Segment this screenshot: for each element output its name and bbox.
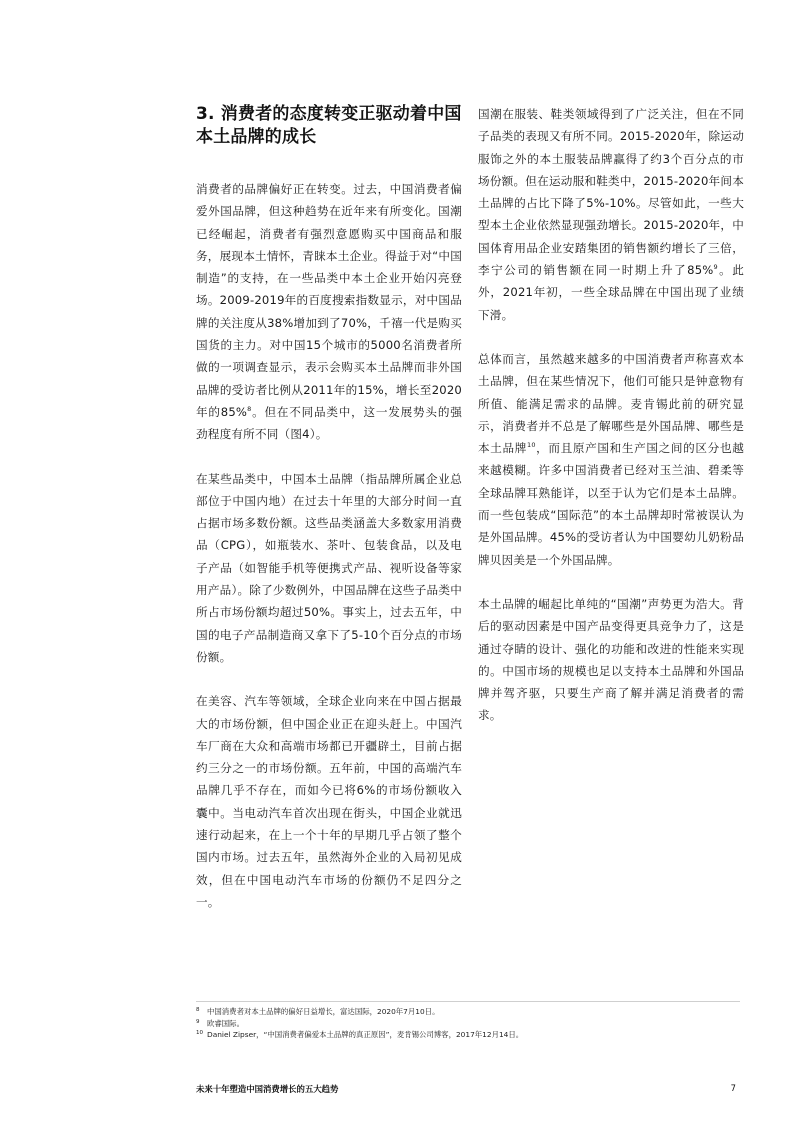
footer-title: 未来十年塑造中国消费增长的五大趋势 [196,1084,339,1094]
footnote-ref: 10 [527,441,536,450]
paragraph-text: 。但在不同品类中，这一发展势头的强劲程度有所不同（图4）。 [196,404,462,442]
left-column [196,103,462,935]
page-number: 7 [730,1083,736,1093]
right-paragraphs [478,103,744,727]
body-paragraph [196,178,462,446]
footnote-8 [196,1006,740,1018]
paragraph-text: 总体而言，虽然越来越多的中国消费者声称喜欢本土品牌，但在某些情况下，他们可能只是钟意物有所值、能满足需求的品牌。麦肯锡此前的研究显示，消费者并不总是了解哪些是外国品牌、哪些是本土品牌 [478,351,744,456]
paragraph-text: ，而且原产国和生产国之间的区分也越来越模糊。许多中国消费者已经对玉兰油、碧柔等全球品牌耳熟能详，以至于认为它们是本土品牌。而一些包装成“国际范”的本土品牌却时常被误认为是外国品牌。45%的受访者认为中国婴幼儿奶粉品牌贝因美是一个外国品牌。 [478,441,744,567]
footnote-ref: 9 [713,263,718,272]
paragraph-text: 在美容、汽车等领域，全球企业向来在中国占据最大的市场份额，但中国企业正在迎头赶上。中国汽车厂商在大众和高端市场都已开疆辟土，目前占据约三分之一的市场份额。五年前，中国的高端汽车品牌几乎不存在，而如今已将6%的市场份额收入囊中。当电动汽车首次出现在街头，中国企业就迅速行动起来，在上一个十年的早期几乎占领了整个国内市场。过去五年，虽然海外企业的入局初见成效，但在中国电动汽车市场的份额仍不足四分之一。 [196,694,462,909]
body-paragraph [478,348,744,571]
footnote-ref: 8 [247,405,252,414]
paragraph-text: 在某些品类中，中国本土品牌（指品牌所属企业总部位于中国内地）在过去十年里的大部分时间一直占据市场多数份额。这些品类涵盖大多数家用消费品（CPG），如瓶装水、茶叶、包装食品，以及电子产品（如智能手机等便携式产品、视听设备等家用产品）。除了少数例外，中国品牌在这些子品类中所占市场份额均超过50%。事实上，过去五年，中国的电子产品制造商又拿下了5-10个百分点的市场份额。 [196,471,462,664]
body-paragraph [196,690,462,913]
footnotes [196,1001,740,1041]
footnote-number: 8 [196,1007,200,1013]
footnote-text: Daniel Zipser，“中国消费者偏爱本土品牌的真正原因”，麦肯锡公司博客，2017年12月14日。 [207,1030,524,1039]
footnote-number: 9 [196,1018,200,1025]
footnote-number: 10 [196,1030,203,1036]
footnote-9 [196,1018,740,1030]
body-paragraph [196,468,462,669]
body-paragraph [478,593,744,727]
footnote-text: 中国消费者对本土品牌的偏好日益增长，富达国际，2020年7月10日。 [207,1007,440,1016]
paragraph-text: 消费者的品牌偏好正在转变。过去，中国消费者偏爱外国品牌，但这种趋势在近年来有所变化。国潮已经崛起，消费者有强烈意愿购买中国商品和服务，展现本土情怀，青睐本土企业。得益于对“中国制造”的支持，在一些品类中本土企业开始闪亮登场。2009-2019年的百度搜索指数显示，对中国品牌的关注度从38%增加到了70%，千禧一代是购买国货的主力。对中国15个城市的5000名消费者所做的一项调查显示，表示会购买本土品牌而非外国品牌的受访者比例从2011年的15%，增长至2020年的85% [196,182,462,419]
section-heading: 3. 消费者的态度转变正驱动着中国本土品牌的成长 [196,104,462,147]
left-paragraphs [196,178,462,913]
footnote-text: 欧睿国际。 [207,1018,244,1028]
footnote-10 [196,1029,740,1041]
paragraph-text: 国潮在服装、鞋类领域得到了广泛关注，但在不同子品类的表现又有所不同。2015-2020年，除运动服饰之外的本土服装品牌赢得了约3个百分点的市场份额。但在运动服和鞋类中，2015-2020年间本土品牌的占比下降了5%-10%。尽管如此，一些大型本土企业依然显现强劲增长。2015-2020年，中国体育用品企业安踏集团的销售额约增长了三倍，李宁公司的销售额在同一时期上升了85% [478,107,744,278]
paragraph-text: 本土品牌的崛起比单纯的“国潮”声势更为浩大。背后的驱动因素是中国产品变得更具竞争力了，这是通过夺睛的设计、强化的功能和改进的性能来实现的。中国市场的规模也足以支持本土品牌和外国品牌并驾齐驱，只要生产商了解并满足消费者的需求。 [478,596,744,723]
paragraph-text: 。此外，2021年初，一些全球品牌在中国出现了业绩下滑。 [478,263,745,322]
body-paragraph [478,103,744,326]
right-column [478,103,744,749]
